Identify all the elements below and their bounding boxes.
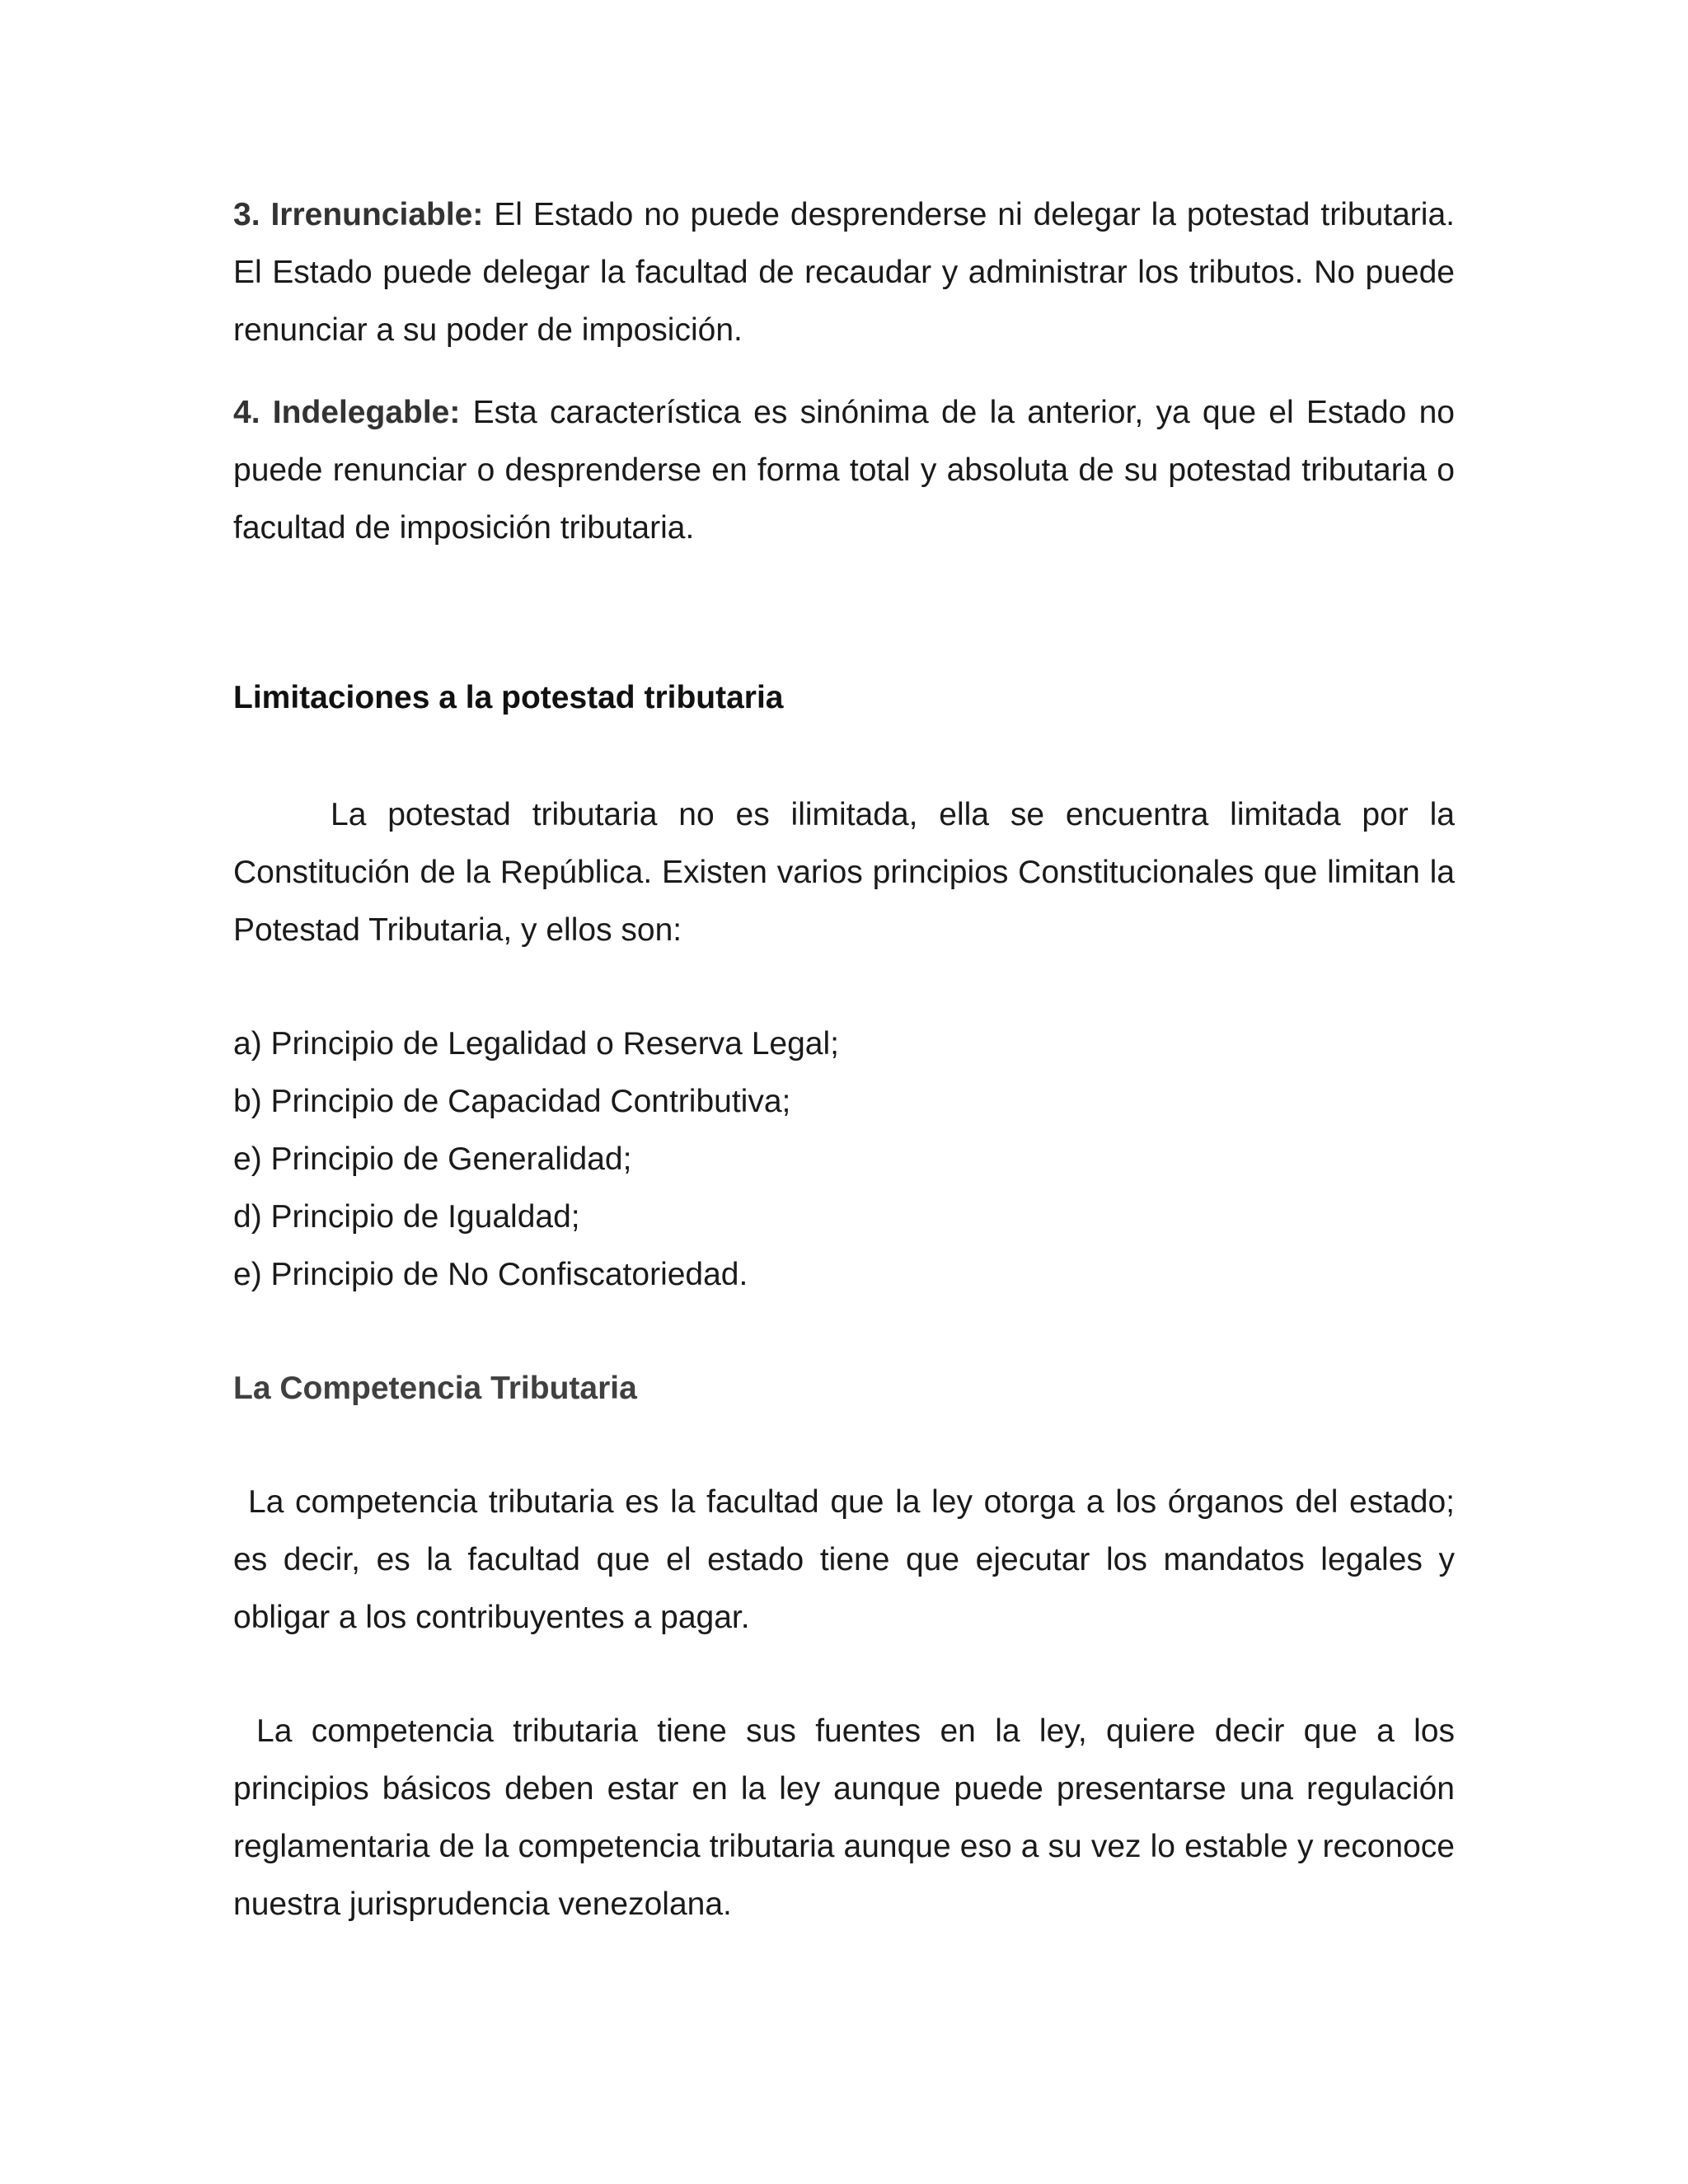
principles-list (233, 1015, 1455, 1304)
document-body (233, 186, 1455, 1933)
item-3-term: 3. Irrenunciable: (233, 197, 484, 232)
list-item: d) Principio de Igualdad; (233, 1199, 580, 1235)
list-item: e) Principio de No Confiscatoriedad. (233, 1257, 748, 1292)
item-3-paragraph (233, 186, 1455, 359)
list-item: e) Principio de Generalidad; (233, 1141, 632, 1177)
competencia-paragraph-1: La competencia tributaria es la facultad que la ley otorga a los órganos del estado; es decir, es la facultad que el estado tiene que ejecutar los mandatos legales y obligar a los contribuyentes a pagar. (233, 1484, 1455, 1635)
item-3-text: El Estado no puede desprenderse ni delegar la potestad tributaria. El Estado puede delegar la facultad de recaudar y administrar los tributos. No puede renunciar a su poder de imposición. (233, 197, 1455, 348)
competencia-paragraph-2: La competencia tributaria tiene sus fuentes en la ley, quiere decir que a los principios básicos deben estar en la ley aunque puede presentarse una regulación reglamentaria de la competencia tributaria aunque eso a su vez lo estable y reconoce nuestra jurisprudencia venezolana. (233, 1713, 1455, 1922)
limitaciones-paragraph: La potestad tributaria no es ilimitada, ella se encuentra limitada por la Constitución de la República. Existen varios principios Constitucionales que limitan la Potestad Tributaria, y ellos son: (233, 797, 1455, 948)
section-heading-competencia: La Competencia Tributaria (233, 1371, 637, 1406)
list-item: b) Principio de Capacidad Contributiva; (233, 1084, 791, 1119)
list-item: a) Principio de Legalidad o Reserva Legal; (233, 1026, 839, 1062)
item-4-term: 4. Indelegable: (233, 395, 461, 430)
section-heading-limitaciones: Limitaciones a la potestad tributaria (233, 680, 784, 715)
item-4-text: Esta característica es sinónima de la anterior, ya que el Estado no puede renunciar o desprenderse en forma total y absoluta de su potestad tributaria o facultad de imposición tributaria. (233, 395, 1455, 546)
item-4-paragraph (233, 384, 1455, 557)
